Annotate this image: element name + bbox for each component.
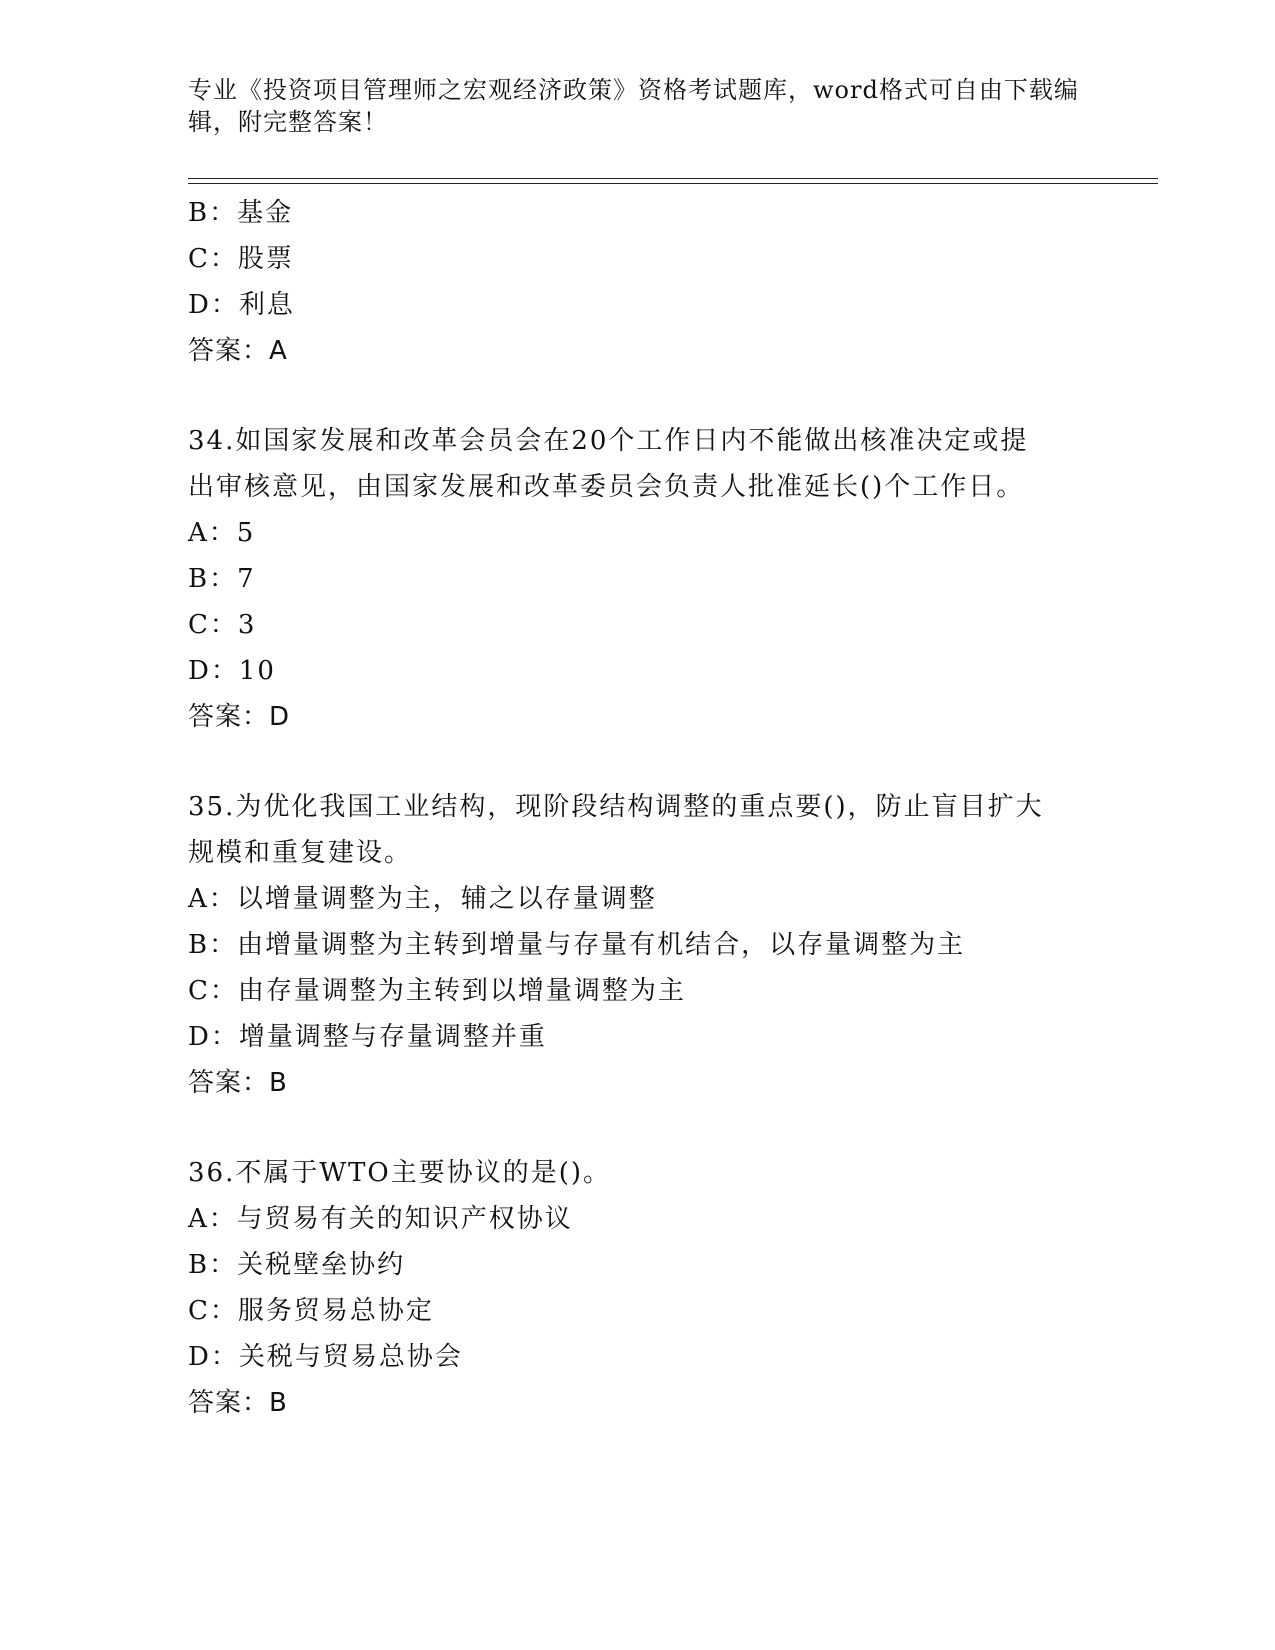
option-b: B：关税壁垒协约	[188, 1250, 406, 1280]
option-c: C：由存量调整为主转到以增量调整为主	[188, 976, 686, 1006]
question-33-partial	[188, 190, 1088, 374]
answer-label: 答案：D	[188, 702, 291, 732]
question-stem: 34.如国家发展和改革会员会在20个工作日内不能做出核准决定或提出审核意见，由国家发展和改革委员会负责人批准延长()个工作日。	[188, 426, 1029, 502]
option-d: D：10	[188, 656, 276, 686]
option-d: D：增量调整与存量调整并重	[188, 1022, 547, 1052]
document-header: 专业《投资项目管理师之宏观经济政策》资格考试题库，word格式可自由下载编辑，附完整答案！	[188, 76, 1079, 136]
option-c: C：服务贸易总协定	[188, 1296, 434, 1326]
answer-label: 答案：B	[188, 1388, 288, 1418]
header-rule-bottom	[188, 183, 1158, 184]
option-a: A：5	[188, 518, 256, 548]
question-list	[188, 190, 1088, 1426]
question-35	[188, 784, 1088, 1106]
header-rule-top	[188, 178, 1158, 179]
option-a: A：与贸易有关的知识产权协议	[188, 1204, 573, 1234]
question-stem: 36.不属于WTO主要协议的是()。	[188, 1158, 612, 1188]
option-b: B：基金	[188, 198, 294, 228]
question-stem: 35.为优化我国工业结构，现阶段结构调整的重点要()，防止盲目扩大规模和重复建设。	[188, 792, 1044, 868]
question-36	[188, 1150, 1088, 1426]
option-c: C：股票	[188, 244, 294, 274]
option-b: B：由增量调整为主转到增量与存量有机结合，以存量调整为主	[188, 930, 966, 960]
option-d: D：利息	[188, 290, 295, 320]
option-c: C：3	[188, 610, 257, 640]
option-a: A：以增量调整为主，辅之以存量调整	[188, 884, 657, 914]
question-34	[188, 418, 1088, 740]
option-b: B：7	[188, 564, 256, 594]
option-d: D：关税与贸易总协会	[188, 1342, 463, 1372]
answer-label: 答案：A	[188, 336, 288, 366]
answer-label: 答案：B	[188, 1068, 288, 1098]
